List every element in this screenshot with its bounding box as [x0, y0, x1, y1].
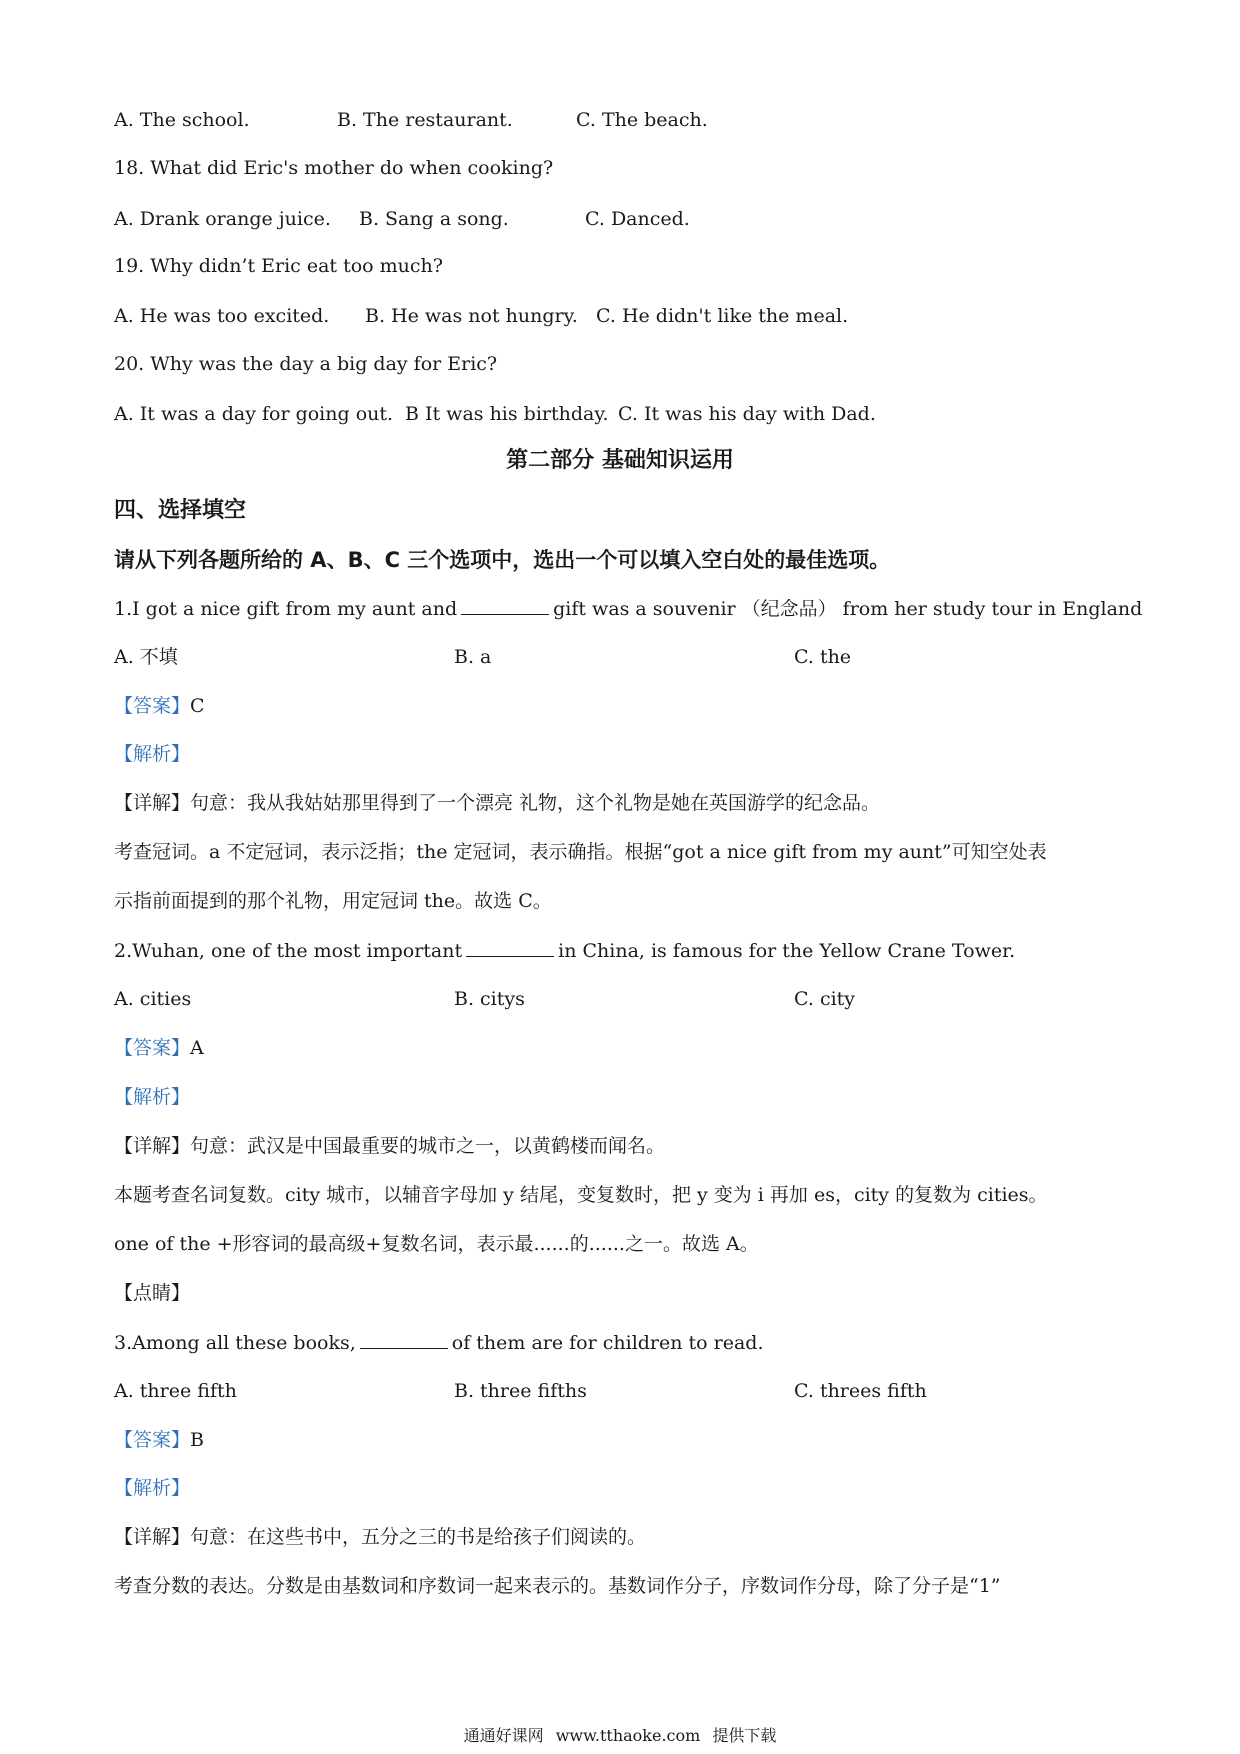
- mc2-answer-value: A: [190, 1037, 204, 1059]
- mc1-option-c: C. the: [794, 646, 852, 668]
- section-instruction: 请从下列各题所给的 A、B、C 三个选项中，选出一个可以填入空白处的最佳选项。: [114, 548, 891, 572]
- mc1-stem: [114, 596, 1142, 621]
- mc2-stem-after: in China, is famous for the Yellow Crane Tower.: [558, 940, 1016, 962]
- mc1-detail: [114, 791, 880, 815]
- footer-site-name: 通通好课网: [463, 1726, 544, 1745]
- footer-url[interactable]: www.tthaoke.com: [555, 1726, 701, 1745]
- mc1-blank: [461, 596, 549, 615]
- q20-question: 20. Why was the day a big day for Eric?: [114, 353, 498, 375]
- mc2-stem: [114, 938, 1015, 963]
- mc3-option-c: C. threes fifth: [794, 1380, 927, 1402]
- mc3-answer: [114, 1428, 204, 1452]
- mc2-option-a: A. cities: [114, 988, 192, 1010]
- mc3-analysis-label: 【解析】: [114, 1477, 191, 1499]
- q17-option-b: B. The restaurant.: [337, 109, 513, 131]
- mc3-detail-text: 句意：在这些书中，五分之三的书是给孩子们阅读的。: [190, 1526, 647, 1548]
- mc3-explain-line-1: 考查分数的表达。分数是由基数词和序数词一起来表示的。基数词作分子，序数词作分母，除了分子是“1”: [114, 1575, 1001, 1597]
- q20-option-c: C. It was his day with Dad.: [618, 403, 876, 425]
- mc3-detail: [114, 1525, 646, 1549]
- mc3-stem-before: 3.Among all these books,: [114, 1332, 356, 1354]
- footer-suffix: 提供下载: [712, 1726, 777, 1745]
- mc3-stem-after: of them are for children to read.: [451, 1332, 764, 1354]
- q19-question: 19. Why didn’t Eric eat too much?: [114, 255, 443, 277]
- q19-option-a: A. He was too excited.: [114, 305, 330, 327]
- mc3-stem: [114, 1330, 764, 1355]
- q18-option-b: B. Sang a song.: [359, 208, 509, 230]
- answer-label: 【答案】: [114, 1429, 191, 1451]
- q19-option-b: B. He was not hungry.: [365, 305, 578, 327]
- mc2-blank: [466, 938, 554, 957]
- mc2-option-c: C. city: [794, 988, 856, 1010]
- detail-label: 【详解】: [114, 1135, 191, 1157]
- answer-label: 【答案】: [114, 695, 191, 717]
- mc2-explain-line-2: one of the +形容词的最高级+复数名词，表示最......的......之一。故选 A。: [114, 1233, 759, 1255]
- mc2-detail-text: 句意：武汉是中国最重要的城市之一，以黄鹤楼而闻名。: [190, 1135, 666, 1157]
- mc1-answer: [114, 694, 205, 718]
- q20-option-b: B It was his birthday.: [405, 403, 609, 425]
- mc1-detail-text: 句意：我从我姑姑那里得到了一个漂亮 礼物，这个礼物是她在英国游学的纪念品。: [190, 792, 881, 814]
- page-footer: [0, 1726, 1240, 1746]
- q18-question: 18. What did Eric's mother do when cooking?: [114, 157, 554, 179]
- answer-label: 【答案】: [114, 1037, 191, 1059]
- mc2-stem-before: 2.Wuhan, one of the most important: [114, 940, 463, 962]
- mc1-analysis-label: 【解析】: [114, 743, 191, 765]
- detail-label: 【详解】: [114, 1526, 191, 1548]
- mc1-explain-line-2: 示指前面提到的那个礼物，用定冠词 the。故选 C。: [114, 890, 552, 912]
- section-four-title: 四、选择填空: [114, 498, 247, 523]
- q19-option-c: C. He didn't like the meal.: [596, 305, 849, 327]
- mc1-stem-after: gift was a souvenir （纪念品） from her study tour in England: [553, 598, 1143, 620]
- part-two-title: 第二部分 基础知识运用: [506, 448, 734, 473]
- q17-option-a: A. The school.: [114, 109, 250, 131]
- mc3-option-a: A. three fifth: [114, 1380, 237, 1402]
- mc1-explain-line-1: 考查冠词。a 不定冠词，表示泛指；the 定冠词，表示确指。根据“got a nice gift from my aunt”可知空处表: [114, 841, 1047, 863]
- mc3-option-b: B. three fifths: [454, 1380, 587, 1402]
- mc1-stem-before: 1.I got a nice gift from my aunt and: [114, 598, 458, 620]
- mc3-blank: [360, 1330, 448, 1349]
- q18-option-a: A. Drank orange juice.: [114, 208, 331, 230]
- mc1-answer-value: C: [190, 695, 205, 717]
- mc2-explain-line-1: 本题考查名词复数。city 城市，以辅音字母加 y 结尾，变复数时，把 y 变为 i 再加 es，city 的复数为 cities。: [114, 1184, 1048, 1206]
- q18-option-c: C. Danced.: [585, 208, 690, 230]
- mc2-analysis-label: 【解析】: [114, 1086, 191, 1108]
- detail-label: 【详解】: [114, 792, 191, 814]
- mc2-option-b: B. citys: [454, 988, 525, 1010]
- q20-option-a: A. It was a day for going out.: [114, 403, 394, 425]
- mc2-highlight-label: 【点睛】: [114, 1282, 191, 1304]
- mc1-option-b: B. a: [454, 646, 492, 668]
- mc2-answer: [114, 1036, 204, 1060]
- mc1-option-a: A. 不填: [114, 646, 178, 668]
- q17-option-c: C. The beach.: [576, 109, 708, 131]
- mc2-detail: [114, 1134, 665, 1158]
- mc3-answer-value: B: [190, 1429, 204, 1451]
